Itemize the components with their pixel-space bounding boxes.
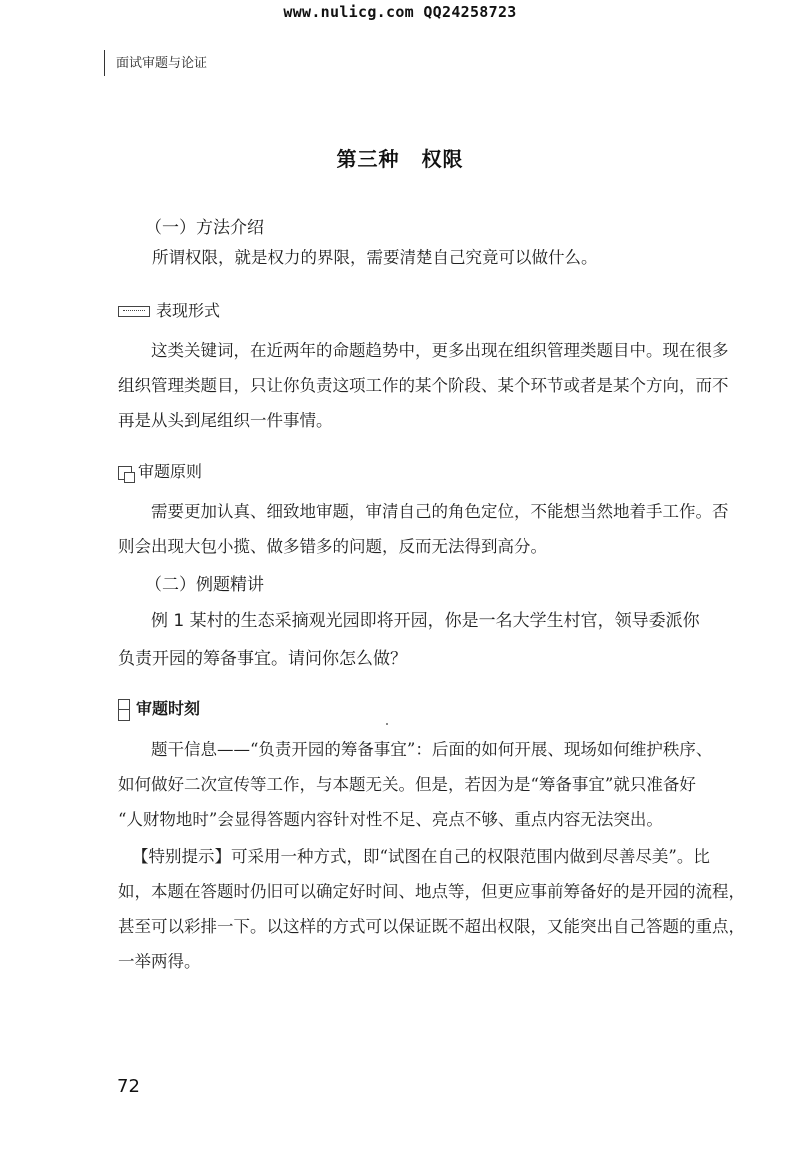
paragraph-line: 一举两得。: [118, 952, 201, 971]
paragraph-line: 组织管理类题目，只让你负责这项工作的某个阶段、某个环节或者是某个方向，而不: [118, 376, 729, 395]
example-line: 例 1 某村的生态采摘观光园即将开园，你是一名大学生村官，领导委派你: [151, 611, 700, 631]
subheading-form-label: 表现形式: [156, 301, 221, 320]
subheading-principle: [118, 459, 202, 482]
intro-paragraph: 所谓权限，就是权力的界限，需要清楚自己究竟可以做什么。: [152, 248, 598, 267]
paragraph-line: 这类关键词，在近两年的命题趋势中，更多出现在组织管理类题目中。现在很多: [151, 341, 729, 360]
chapter-title: [0, 143, 800, 172]
paragraph-line: 需要更加认真、细致地审题，审清自己的角色定位，不能想当然地着手工作。否: [151, 502, 729, 521]
scan-speck: [386, 723, 388, 725]
subheading-review-label: 审题时刻: [136, 699, 201, 718]
watermark-text: www.nulicg.com QQ24258723: [283, 3, 517, 21]
paragraph-line: 如何做好二次宣传等工作，与本题无关。但是，若因为是“筹备事宜”就只准备好: [118, 775, 696, 794]
header-divider: [104, 50, 105, 76]
subheading-principle-label: 审题原则: [138, 462, 203, 481]
paragraph-line: 题干信息——“负责开园的筹备事宜”：后面的如何开展、现场如何维护秩序、: [151, 740, 713, 759]
paragraph-line: 如，本题在答题时仍旧可以确定好时间、地点等，但更应事前筹备好的是开园的流程，: [118, 882, 745, 901]
paragraph-line: 则会出现大包小揽、做多错多的问题，反而无法得到高分。: [118, 537, 547, 556]
chapter-title-number: 第三种: [336, 147, 400, 171]
paragraph-line: 甚至可以彩排一下。以这样的方式可以保证既不超出权限，又能突出自己答题的重点，: [118, 917, 745, 936]
section-heading-method: （一）方法介绍: [145, 218, 264, 238]
paragraph-line: 【特别提示】可采用一种方式，即“试图在自己的权限范围内做到尽善尽美”。比: [132, 847, 710, 866]
example-question: [118, 602, 700, 678]
chapter-title-topic: 权限: [421, 147, 464, 171]
overlapping-squares-icon: [118, 466, 132, 480]
example-line: 负责开园的筹备事宜。请问你怎么做？: [118, 649, 407, 669]
dotted-box-icon: [118, 306, 150, 317]
running-header: 面试审题与论证: [116, 56, 208, 71]
flag-box-icon: [118, 699, 130, 721]
form-paragraph: [118, 333, 729, 438]
paragraph-line: 再是从头到尾组织一件事情。: [118, 411, 333, 430]
section-heading-examples: （二）例题精讲: [145, 575, 264, 595]
tip-paragraph: [118, 839, 745, 979]
paragraph-line: “人财物地时”会显得答题内容针对性不足、亮点不够、重点内容无法突出。: [118, 810, 663, 829]
review-paragraph: [118, 732, 712, 837]
page-number: 72: [117, 1076, 140, 1097]
subheading-form: [118, 298, 220, 321]
subheading-review: [118, 696, 200, 721]
principle-paragraph: [118, 494, 729, 564]
